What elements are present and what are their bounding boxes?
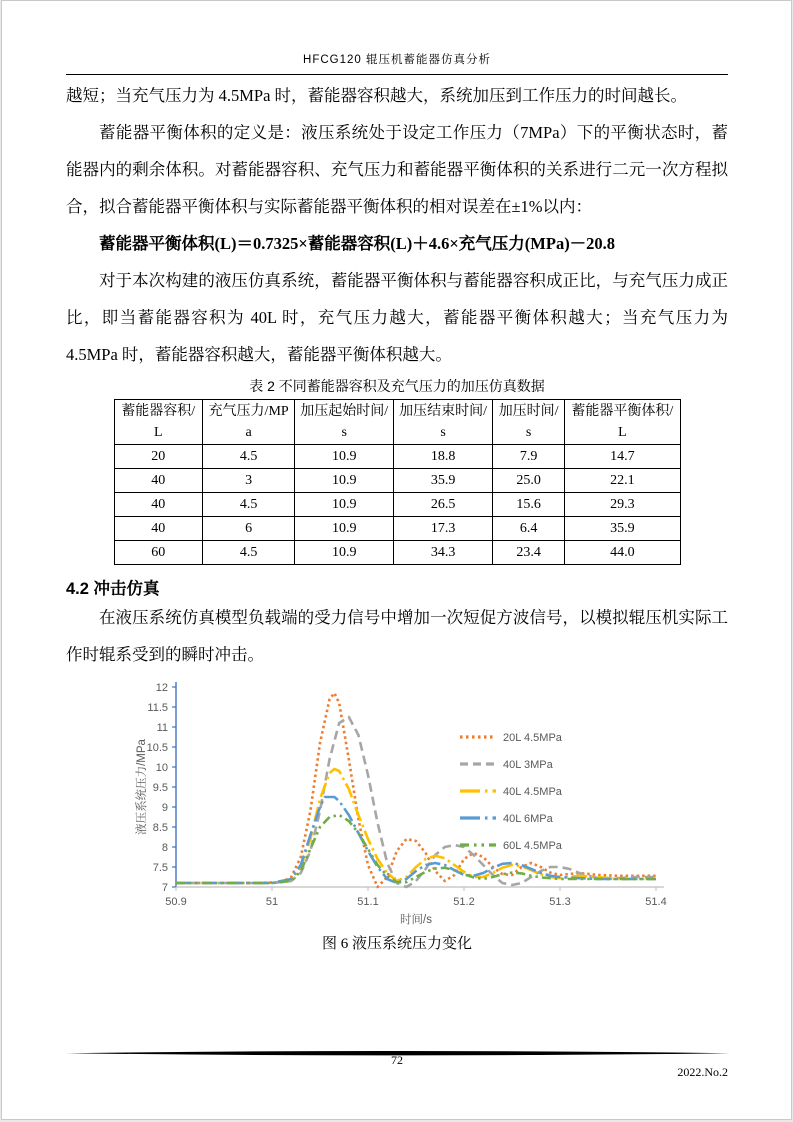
table-cell: 3: [203, 469, 295, 493]
paragraph-2: 蓄能器平衡体积的定义是：液压系统处于设定工作压力（7MPa）下的平衡状态时，蓄能器内的剩余体积。对蓄能器容积、充气压力和蓄能器平衡体积的关系进行二元一次方程拟合，拟合蓄能器平衡体积与实际蓄能器平衡体积的相对误差在±1%以内：: [66, 123, 728, 216]
table-header-cell: 充气压力/MPa: [203, 400, 295, 445]
table-body: [114, 445, 680, 565]
paragraph-1: 越短；当充气压力为 4.5MPa 时，蓄能器容积越大，系统加压到工作压力的时间越长。: [66, 86, 688, 105]
table-header-cell: 蓄能器平衡体积/L: [565, 400, 680, 445]
y-tick-label: 10.5: [146, 742, 168, 754]
table-cell: 10.9: [295, 469, 394, 493]
y-axis-title: 液压系统压力/MPa: [136, 739, 148, 835]
table-header-cell: 蓄能器容积/L: [114, 400, 203, 445]
page-footer: [66, 1045, 728, 1080]
y-tick-label: 8.5: [152, 822, 168, 834]
series-line: [176, 717, 656, 887]
table-row: [114, 493, 680, 517]
x-tick-label: 51.1: [357, 896, 379, 908]
x-tick-label: 50.9: [165, 896, 187, 908]
table-cell: 18.8: [394, 445, 493, 469]
equation: 蓄能器平衡体积(L)＝0.7325×蓄能器容积(L)＋4.6×充气压力(MPa)－20.8: [99, 234, 616, 253]
table-row: [114, 445, 680, 469]
legend-label: 60L 4.5MPa: [503, 840, 562, 852]
table-cell: 10.9: [295, 445, 394, 469]
table-cell: 40: [114, 493, 203, 517]
table-header-cell: 加压结束时间/s: [394, 400, 493, 445]
table-cell: 35.9: [565, 517, 680, 541]
y-tick-label: 7: [161, 882, 168, 894]
section-heading: 4.2 冲击仿真: [66, 580, 160, 598]
legend-label: 40L 4.5MPa: [503, 786, 562, 798]
x-tick-label: 51.2: [453, 896, 475, 908]
table-cell: 4.5: [203, 493, 295, 517]
table-cell: 35.9: [394, 469, 493, 493]
footer-row: [66, 1053, 728, 1080]
table-caption: 表 2 不同蓄能器容积及充气压力的加压仿真数据: [249, 378, 545, 394]
table-cell: 26.5: [394, 493, 493, 517]
table-cell: 40: [114, 517, 203, 541]
running-head: HFCG120 辊压机蓄能器仿真分析: [303, 54, 491, 66]
page-number: 72: [391, 1053, 403, 1067]
table-cell: 34.3: [394, 541, 493, 565]
figure-caption: 图 6 液压系统压力变化: [321, 936, 472, 952]
chart-canvas: [132, 675, 697, 930]
table-cell: 15.6: [493, 493, 565, 517]
table-cell: 10.9: [295, 541, 394, 565]
table-cell: 4.5: [203, 445, 295, 469]
table-cell: 25.0: [493, 469, 565, 493]
y-tick-label: 9.5: [152, 782, 168, 794]
legend-label: 20L 4.5MPa: [503, 732, 562, 744]
table-header-cell: 加压起始时间/s: [295, 400, 394, 445]
table-header-cell: 加压时间/s: [493, 400, 565, 445]
issue-label: 2022.No.2: [677, 1065, 728, 1079]
y-tick-label: 10: [155, 762, 168, 774]
legend-label: 40L 3MPa: [503, 759, 553, 771]
paragraph-3: 对于本次构建的液压仿真系统，蓄能器平衡体积与蓄能器容积成正比，与充气压力成正比，即当蓄能器容积为 40L 时，充气压力越大，蓄能器平衡体积越大；当充气压力为 4.5MPa 时，蓄能器容积越大，蓄能器平衡体积越大。: [66, 271, 728, 364]
table-cell: 23.4: [493, 541, 565, 565]
table-cell: 60: [114, 541, 203, 565]
y-tick-label: 8: [161, 842, 168, 854]
table-cell: 40: [114, 469, 203, 493]
series-line: [176, 693, 656, 887]
table-cell: 17.3: [394, 517, 493, 541]
simulation-data-table: [114, 399, 681, 565]
table-cell: 7.9: [493, 445, 565, 469]
y-tick-label: 7.5: [152, 862, 168, 874]
table-row: [114, 517, 680, 541]
x-axis-title: 时间/s: [400, 914, 432, 926]
legend-label: 40L 6MPa: [503, 813, 553, 825]
table-cell: 6.4: [493, 517, 565, 541]
table-header-row: [114, 400, 680, 445]
y-tick-label: 11: [156, 722, 168, 734]
table-cell: 10.9: [295, 517, 394, 541]
table-cell: 14.7: [565, 445, 680, 469]
pressure-line-chart: [132, 675, 697, 930]
series-line: [176, 769, 656, 883]
paragraph-4: 在液压系统仿真模型负载端的受力信号中增加一次短促方波信号，以模拟辊压机实际工作时辊系受到的瞬时冲击。: [66, 608, 728, 664]
x-tick-label: 51: [265, 896, 279, 908]
x-tick-label: 51.3: [549, 896, 571, 908]
table-cell: 20: [114, 445, 203, 469]
table-row: [114, 469, 680, 493]
document-page: [1, 0, 792, 1120]
table-row: [114, 541, 680, 565]
table-cell: 22.1: [565, 469, 680, 493]
y-tick-label: 11.5: [147, 702, 168, 714]
table-cell: 6: [203, 517, 295, 541]
header-divider: [66, 74, 728, 75]
x-tick-label: 51.4: [645, 896, 667, 908]
table-cell: 10.9: [295, 493, 394, 517]
table-cell: 29.3: [565, 493, 680, 517]
y-tick-label: 12: [155, 682, 168, 694]
table-cell: 44.0: [565, 541, 680, 565]
y-tick-label: 9: [161, 802, 168, 814]
table-cell: 4.5: [203, 541, 295, 565]
